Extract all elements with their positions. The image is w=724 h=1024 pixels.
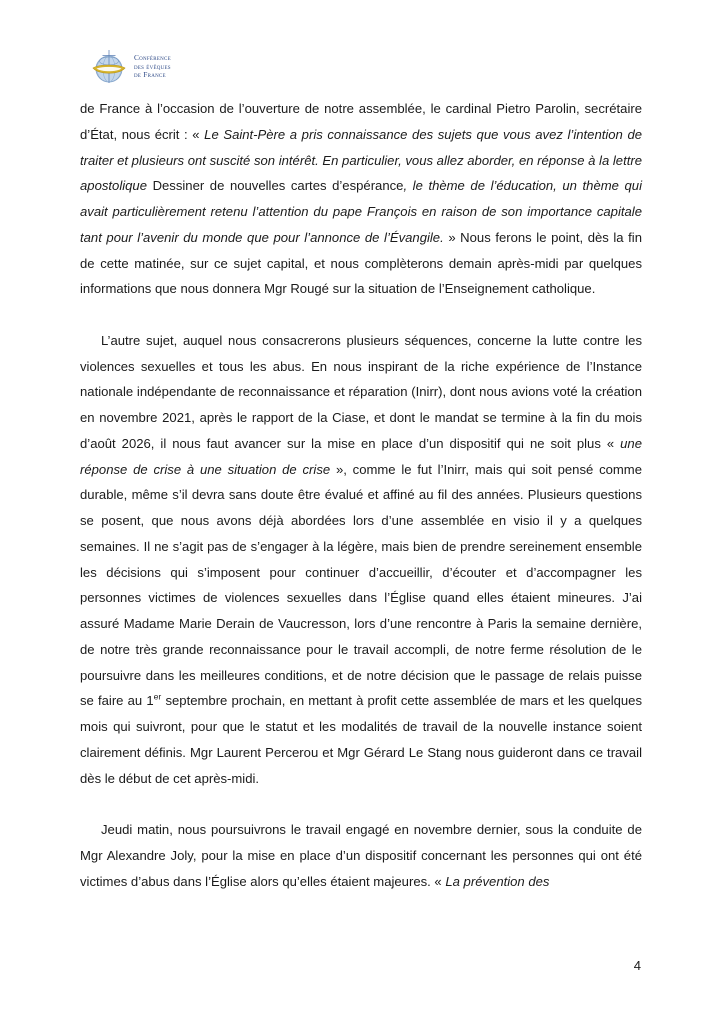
letterhead-line-1: Conférence <box>134 53 171 63</box>
letterhead-line-3: de France <box>134 70 166 80</box>
italic-run: , le thème de l’éducation, un thème qui avait particulièrement retenu l’attention du pape François en raison de son importance capitale tant pour l’avenir du monde que pour l’annonce de l’Évangile. <box>80 178 642 245</box>
para-continuation-parolin <box>80 96 642 302</box>
para-jeudi-matin <box>80 817 642 894</box>
para-autre-sujet <box>80 328 642 792</box>
page-number: 4 <box>633 958 641 973</box>
text-run: », comme le fut l’Inirr, mais qui soit pensé comme durable, même s’il devra sans doute être évalué et affiné au fil des années. Plusieurs questions se posent, que nous avons déjà abordées lors d’une assemblée en visio il y a quelques semaines. Il ne s’agit pas de s’engager à la légère, mais bien de prendre sereinement ensemble les décisions qui s’imposent pour continuer d’accueillir, d’écouter et d’accompagner les personnes victimes de violences sexuelles dans l’Église quand elles étaient mineures. J’ai assuré Madame Marie Derain de Vaucresson, lors d’une rencontre à Paris la semaine dernière, de notre très grande reconnaissance pour le travail accompli, de notre ferme résolution de le poursuivre dans les meilleures conditions, et de notre décision que le passage de relais puisse se faire au 1 <box>80 461 642 709</box>
cef-globe-cross-emblem-icon <box>91 46 127 84</box>
text-run: Jeudi matin, nous poursuivrons le travail engagé en novembre dernier, sous la conduite de Mgr Alexandre Joly, pour la mise en place d’un dispositif concernant les personnes qui ont été victimes d’abus dans l’Église alors qu’elles étaient majeures. « <box>80 822 642 889</box>
text-run: Dessiner de nouvelles cartes d’espérance <box>152 178 404 194</box>
text-run: de France à l’occasion de l’ouverture de notre assemblée, le cardinal Pietro Parolin, secrétaire d’État, nous écrit : « <box>80 101 642 142</box>
text-run: septembre prochain, en mettant à profit cette assemblée de mars et les quelques mois qui suivront, pour que le statut et les modalités de travail de la nouvelle instance soient clairement définis. Mgr Laurent Percerou et Mgr Gérard Le Stang nous guideront dans ce travail dès le début de cet après-midi. <box>80 693 642 786</box>
letterhead <box>91 46 171 84</box>
letterhead-line-2: des évêques <box>134 61 171 71</box>
letterhead-wordmark <box>134 50 171 80</box>
italic-run: une réponse de crise à une situation de crise <box>80 435 642 477</box>
document-body <box>80 96 642 894</box>
italic-run: Le Saint-Père a pris connaissance des sujets que vous avez l’intention de traiter et plusieurs ont suscité son intérêt. En particulier, vous allez aborder, en réponse à la lettre apostolique <box>80 126 643 194</box>
italic-run: La prévention des <box>445 873 550 889</box>
ordinal-superscript: er <box>153 691 162 702</box>
text-run: L’autre sujet, auquel nous consacrerons plusieurs séquences, concerne la lutte contre les violences sexuelles et tous les abus. En nous inspirant de la riche expérience de l’Instance nationale indépendante de reconnaissance et réparation (Inirr), dont nous avions voté la création en novembre 2021, après le rapport de la Ciase, et dont le mandat se termine à la fin du mois d’août 2026, il nous faut avancer sur la mise en place d’un dispositif qui ne soit plus « <box>80 332 642 451</box>
text-run: » Nous ferons le point, dès la fin de cette matinée, sur ce sujet capital, et nous complèterons demain après-midi par quelques informations que nous donnera Mgr Rougé sur la situation de l’Enseignement catholique. <box>80 229 642 297</box>
